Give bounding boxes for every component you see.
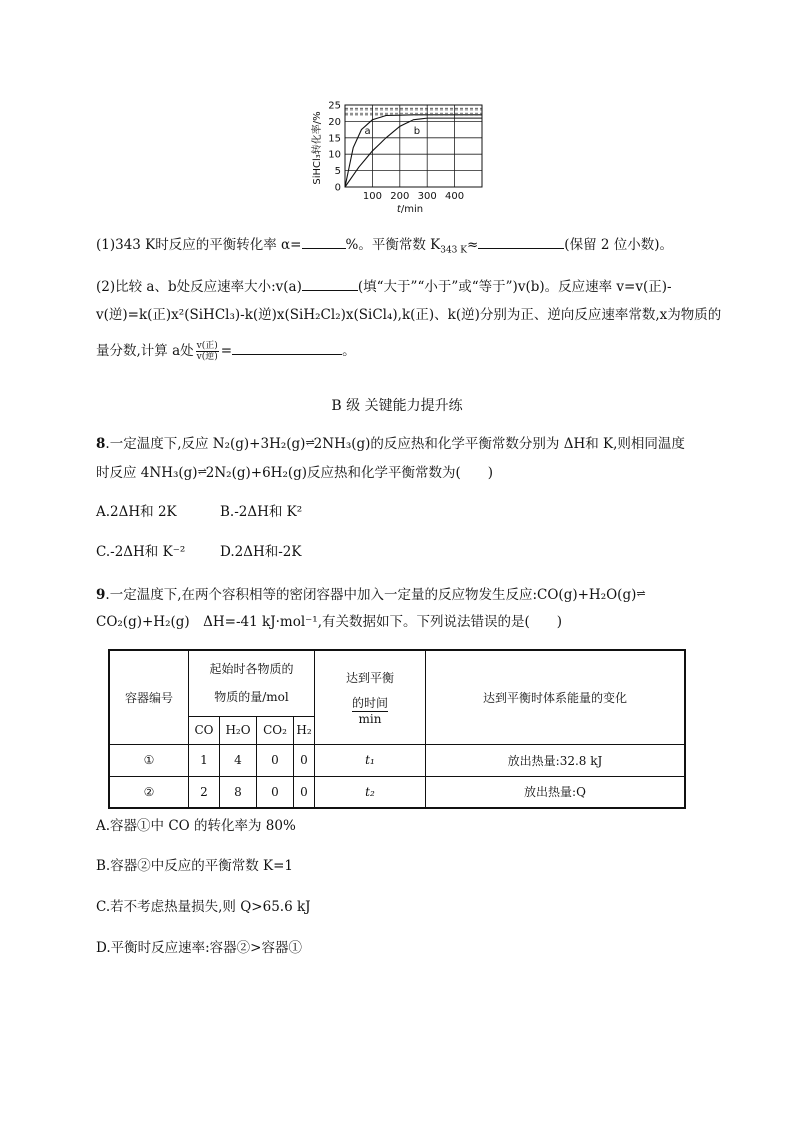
answer-blank[interactable] bbox=[302, 276, 358, 291]
x-tick-label: 300 bbox=[417, 191, 437, 202]
y-tick-label: 10 bbox=[328, 149, 341, 161]
species-co: CO bbox=[189, 716, 220, 744]
table-row: ① 1 4 0 0 t₁ 放出热量:32.8 kJ bbox=[109, 744, 685, 776]
question-9-line1: 9.一定温度下,在两个容积相等的密闭容器中加入一定量的反应物发生反应:CO(g)+H₂O(g)⇌ bbox=[96, 584, 645, 605]
species-h2o: H₂O bbox=[220, 716, 257, 744]
answer-blank[interactable] bbox=[478, 234, 564, 249]
series-label-a: a bbox=[364, 125, 371, 137]
y-tick-label: 20 bbox=[328, 116, 341, 128]
option-9a[interactable]: A.容器①中 CO 的转化率为 80% bbox=[96, 818, 296, 834]
series-label-b: b bbox=[413, 125, 421, 137]
x-tick-label: 100 bbox=[362, 191, 382, 202]
conversion-chart bbox=[300, 98, 500, 218]
x-tick-label: 200 bbox=[390, 191, 410, 202]
answer-blank[interactable] bbox=[302, 234, 346, 249]
question-8-line2: 时反应 4NH₃(g)⇌2N₂(g)+6H₂(g)反应热和化学平衡常数为( ) bbox=[96, 462, 493, 483]
question-9-line2: CO₂(g)+H₂(g) ΔH=-41 kJ·mol⁻¹,有关数据如下。下列说法错误的是( ) bbox=[96, 614, 563, 630]
plot-frame bbox=[345, 105, 482, 187]
y-tick-label: 0 bbox=[334, 182, 341, 194]
x-tick-label: 400 bbox=[445, 191, 465, 202]
y-tick-label: 15 bbox=[328, 133, 341, 145]
header-initial: 起始时各物质的 物质的量/mol bbox=[189, 650, 315, 716]
data-table bbox=[108, 649, 686, 809]
option-8a[interactable]: A.2ΔH和 2K bbox=[96, 504, 177, 520]
question-2-line2: v(逆)=k(正)x²(SiHCl₃)-k(逆)x(SiH₂Cl₂)x(SiCl₄),k(正)、k(逆)分别为正、逆向反应速率常数,x为物质的 bbox=[96, 307, 722, 323]
option-8b[interactable]: B.-2ΔH和 K² bbox=[220, 504, 303, 520]
header-container: 容器编号 bbox=[109, 650, 189, 744]
species-h2: H₂ bbox=[294, 716, 315, 744]
header-energy: 达到平衡时体系能量的变化 bbox=[426, 650, 686, 744]
question-2-line1: (2)比较 a、b处反应速率大小:v(a) (填“大于”“小于”或“等于”)v(b)。反应速率 v=v(正)- bbox=[96, 276, 672, 297]
question-8-line1: 8.一定温度下,反应 N₂(g)+3H₂(g)⇌2NH₃(g)的反应热和化学平衡常数分别为 ΔH和 K,则相同温度 bbox=[96, 433, 685, 454]
table-row: ② 2 8 0 0 t₂ 放出热量:Q bbox=[109, 776, 685, 808]
header-time: 达到平衡 的时间 min bbox=[315, 650, 426, 744]
option-9c[interactable]: C.若不考虑热量损失,则 Q>65.6 kJ bbox=[96, 899, 311, 915]
chart-xlabel: t/min bbox=[396, 204, 424, 215]
option-9b[interactable]: B.容器②中反应的平衡常数 K=1 bbox=[96, 858, 293, 874]
chart-ylabel: SiHCl₃转化率/% bbox=[312, 111, 323, 185]
equilibrium-arrow-icon: ⇌ bbox=[305, 436, 314, 449]
y-tick-label: 5 bbox=[334, 166, 341, 178]
y-tick-label: 25 bbox=[328, 100, 341, 112]
option-8d[interactable]: D.2ΔH和-2K bbox=[220, 544, 302, 560]
equilibrium-arrow-icon: ⇌ bbox=[197, 465, 206, 478]
option-8c[interactable]: C.-2ΔH和 K⁻² bbox=[96, 544, 186, 560]
option-9d[interactable]: D.平衡时反应速率:容器②>容器① bbox=[96, 940, 302, 956]
question-2-line3: 量分数,计算 a处 $\frac{\text{v(正)}}{\text{v(逆)}}$ = 。 bbox=[96, 341, 356, 362]
question-1: (1)343 K时反应的平衡转化率 α= %。平衡常数 $K_{343 K}\approx$ (保留 2 位小数)。 bbox=[96, 234, 673, 261]
equilibrium-arrow-icon: ⇌ bbox=[636, 587, 645, 600]
section-heading: B 级 关键能力提升练 bbox=[331, 398, 463, 414]
answer-blank[interactable] bbox=[232, 340, 342, 355]
rate-fraction: $\frac{\text{v(正)}}{\text{v(逆)}}$ bbox=[196, 341, 218, 362]
species-co2: CO₂ bbox=[257, 716, 294, 744]
